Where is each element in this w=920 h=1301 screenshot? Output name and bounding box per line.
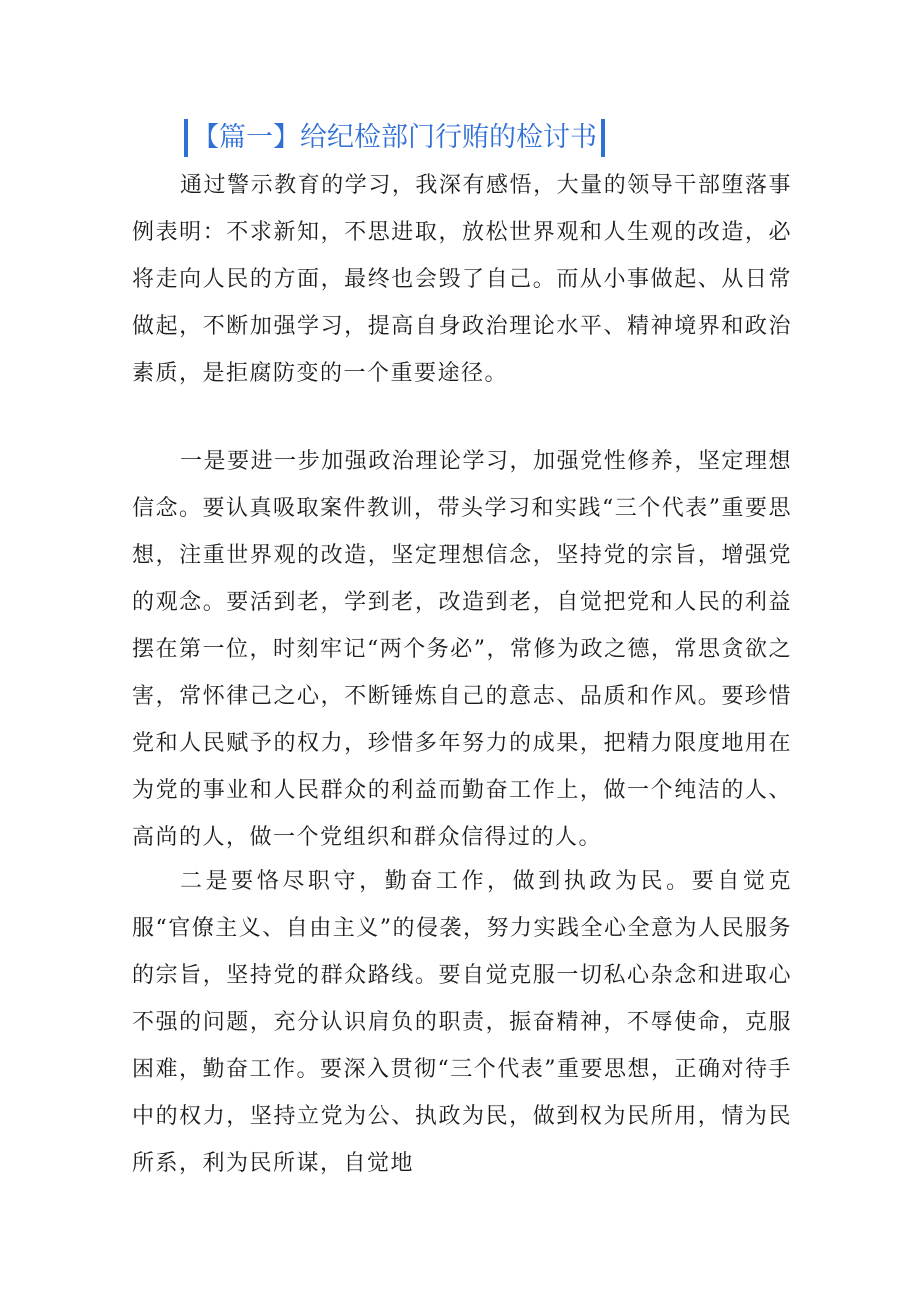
title-text: 【篇一】给纪检部门行贿的检讨书 <box>192 122 597 153</box>
document-title <box>184 118 605 158</box>
paragraph-point-one: 一是要进一步加强政治理论学习，加强党性修养，坚定理想信念。要认真吸取案件教训，带头学习和实践“三个代表”重要思想，注重世界观的改造，坚定理想信念，坚持党的宗旨，增强党的观念。要活到老，学到老，改造到老，自觉把党和人民的利益摆在第一位，时刻牢记“两个务必”，常修为政之德，常思贪欲之害，常怀律己之心，不断锤炼自己的意志、品质和作风。要珍惜党和人民赋予的权力，珍惜多年努力的成果，把精力限度地用在为党的事业和人民群众的利益而勤奋工作上，做一个纯洁的人、高尚的人，做一个党组织和群众信得过的人。 <box>132 449 792 850</box>
title-right-bar <box>601 119 605 157</box>
paragraph-point-two: 二是要恪尽职守，勤奋工作，做到执政为民。要自觉克服“官僚主义、自由主义”的侵袭，努力实践全心全意为人民服务的宗旨，坚持党的群众路线。要自觉克服一切私心杂念和进取心不强的问题，充分认识肩负的职责，振奋精神，不辱使命，克服困难，勤奋工作。要深入贯彻“三个代表”重要思想，正确对待手中的权力，坚持立党为公、执政为民，做到权为民所用，情为民所系，利为民所谋，自觉地 <box>132 869 792 1176</box>
paragraph-intro: 通过警示教育的学习，我深有感悟，大量的领导干部堕落事例表明：不求新知，不思进取，放松世界观和人生观的改造，必将走向人民的方面，最终也会毁了自己。而从小事做起、从日常做起，不断加强学习，提高自身政治理论水平、精神境界和政治素质，是拒腐防变的一个重要途径。 <box>132 173 792 386</box>
